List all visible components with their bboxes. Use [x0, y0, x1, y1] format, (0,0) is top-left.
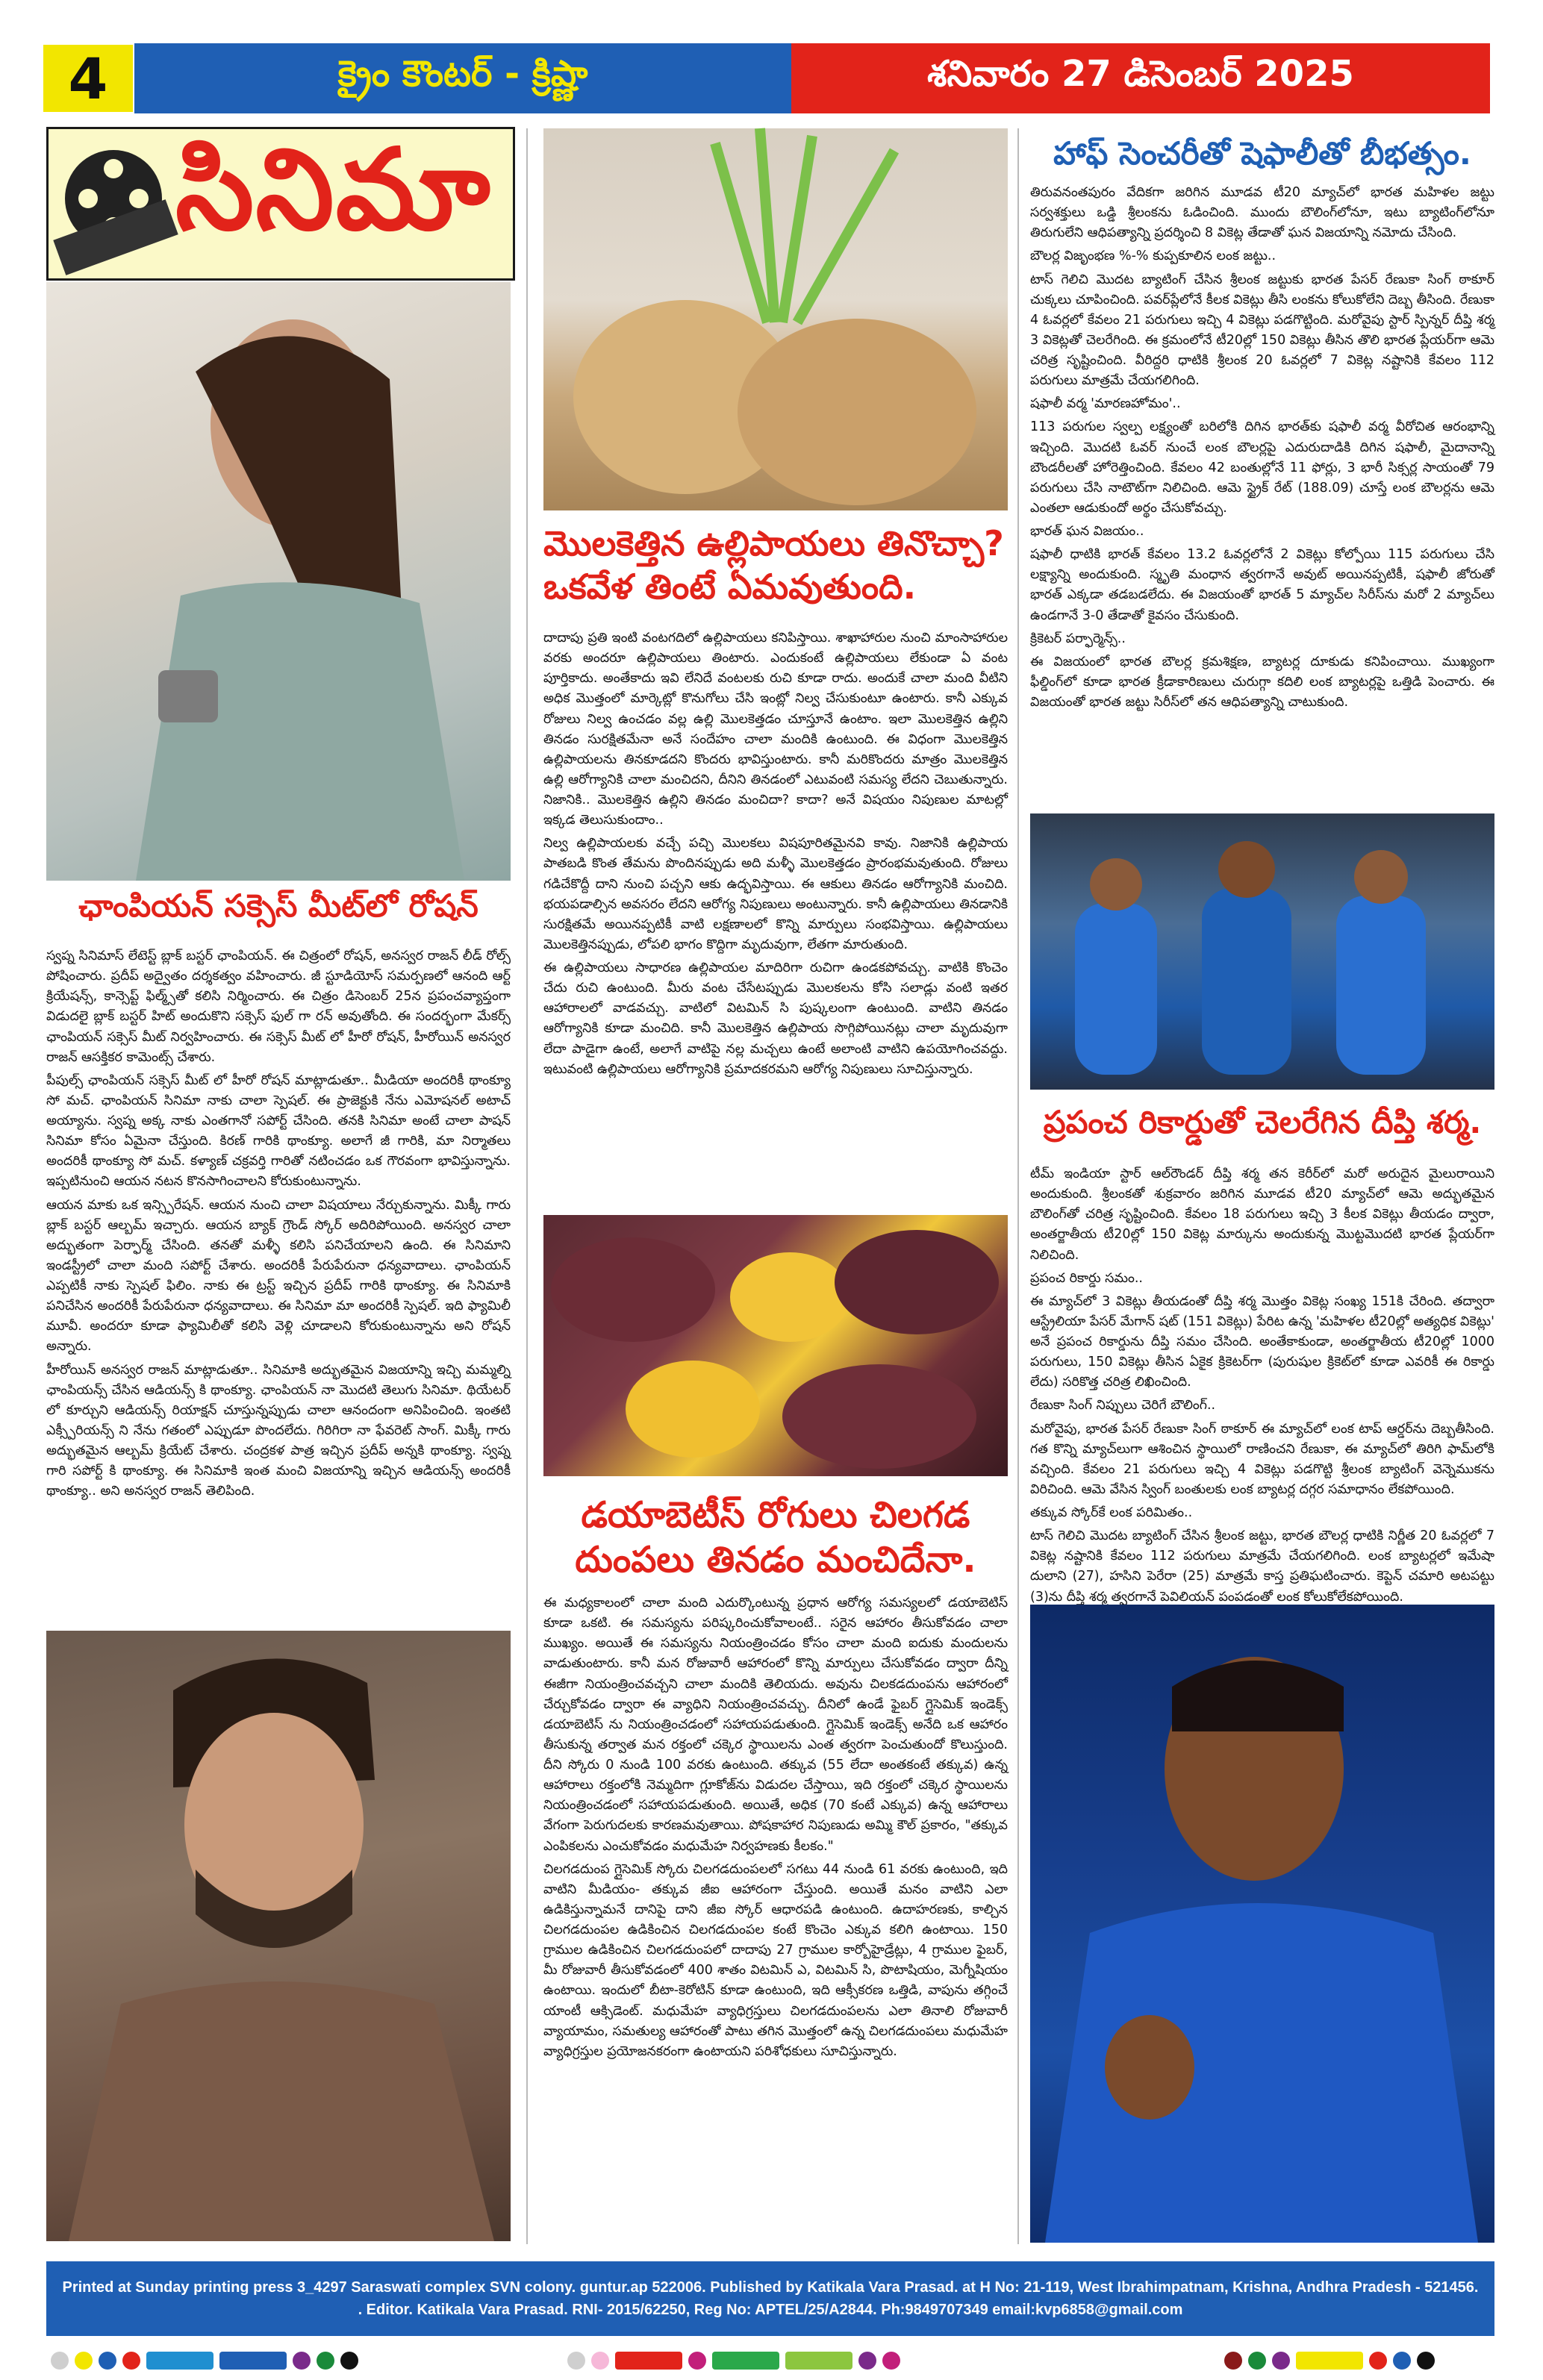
- publication-date: శనివారం 27 డిసెంబర్ 2025: [791, 43, 1490, 113]
- registration-marks-left: [51, 2351, 358, 2370]
- film-reel-icon: [56, 137, 168, 271]
- cricket-team-photo: [1030, 813, 1494, 1090]
- paragraph: టాస్ గెలిచి మొదట బ్యాటింగ్ చేసిన శ్రీలంక జట్టుకు భారత పేసర్ రేణుకా సింగ్ ఠాకూర్ చుక్కలు చూపించింది. పవర్‌ప్లేలోనే కీలక వికెట్లు తీసి లంకను కోలుకోలేని దెబ్బ తీసింది. రేణుకా 4 ఓవర్లలో కేవలం 21 పరుగులు ఇచ్చి 4 వికెట్లు పడగొట్టింది. మరోవైపు స్టార్ స్పిన్నర్ దీప్తి శర్మ 3 వికెట్లతో చెలరేగింది. ఈ క్రమంలోనే టీ20ల్లో 150 వికెట్లు తీసిన తొలి భారత ప్లేయర్‌గా ఆమె చరిత్ర సృష్టించింది. వీరిద్దరి ధాటికి శ్రీలంక 20 ఓవర్లలో 7 వికెట్ల నష్టానికి కేవలం 112 పరుగులు మాత్రమే చేయగలిగింది.: [1030, 272, 1494, 389]
- paragraph: నిల్వ ఉల్లిపాయలకు వచ్చే పచ్చి మొలకలు విషపూరితమైనవి కావు. నిజానికి ఉల్లిపాయ పాతబడి కొంత తేమను పొందినప్పుడు అది మళ్ళీ మొలకెత్తడం ప్రారంభమవుతుంది. రోజులు గడిచేకొద్దీ దాని నుంచి పచ్చని ఆకు ఉద్భవిస్తాయి. ఈ ఆకులు తినడం ఆరోగ్యానికి మంచిది. భయపడాల్సిన అవసరం లేదని ఆరోగ్య నిపుణులు అంటున్నారు. కానీ ఉల్లిపాయలు తినడానికి సురక్షితమే అయినప్పటికీ వాటి లక్షణాలలో కొన్ని మార్పులు సంభవిస్తాయి. ఉల్లిపాయలు మొలకెత్తినప్పుడు, లోపలి భాగం కొద్దిగా మృదువుగా, లేతగా మారుతుంది.: [543, 836, 1008, 952]
- paragraph: షఫాలీ వర్మ 'మారణహోమం'..: [1030, 396, 1181, 412]
- cricketer-photo: [1030, 1605, 1494, 2243]
- deepti-headline: ప్రపంచ రికార్డుతో చెలరేగిన దీప్తి శర్మ.: [1043, 1104, 1482, 1140]
- paragraph: తిరువనంతపురం వేదికగా జరిగిన మూడవ టీ20 మ్యాచ్‌లో భారత మహిళల జట్టు సర్వశక్తులు ఒడ్డి శ్రీలంకను ఓడించింది. ముందు బౌలింగ్‌లోనూ, ఇటు బ్యాటింగ్‌లోనూ తిరుగులేని ఆధిపత్యాన్ని ప్రదర్శించి 8 వికెట్ల తేడాతో ఘన విజయాన్ని నమోదు చేసింది.: [1030, 185, 1494, 241]
- paragraph: షఫాలీ ధాటికి భారత్ కేవలం 13.2 ఓవర్లలోనే 2 వికెట్లు కోల్పోయి 115 పరుగులు చేసి లక్ష్యాన్ని అందుకుంది. స్మృతి మంధాన త్వరగానే అవుట్ అయినప్పటికీ, షఫాలీ జోరుతో భారత్ ఎక్కడా తడబడలేదు. ఈ విజయంతో భారత్ 5 మ్యాచ్‌ల సిరీస్‌ను మరో 2 మ్యాచ్‌లు ఉండగానే 3-0 తేడాతో కైవసం చేసుకుంది.: [1030, 547, 1494, 623]
- footer-imprint: Printed at Sunday printing press 3_4297 Saraswati complex SVN colony. guntur.ap 522006. Published by Katikala Vara Prasad. at H No: 21-119, West Ibrahimpatnam, Krishna, Andhra Pradesh - 521456. . Editor. Katikala Vara Prasad. RNI- 2015/62250, Reg No: APTEL/25/A2844. Ph:9849707349 email:kvp6858@gmail.com: [46, 2261, 1494, 2336]
- column-divider: [526, 128, 528, 2244]
- paragraph: క్రికెటర్ పర్ఫార్మెన్స్..: [1030, 631, 1126, 646]
- paragraph: తక్కువ స్కోర్‌కే లంక పరిమితం..: [1030, 1505, 1193, 1520]
- diabetes-article-body: [543, 1593, 1008, 2243]
- cinema-section-logo: [46, 127, 515, 281]
- paragraph: బౌలర్ల విజృంభణ %-% కుప్పకూలిన లంక జట్టు..: [1030, 249, 1277, 264]
- paragraph: చిలగడదుంప గ్లైసెమిక్ స్కోరు చిలగడదుంపలలో సగటు 44 నుండి 61 వరకు ఉంటుంది, ఇది వాటిని మీడియం- తక్కువ జీఐ ఆహారంగా చేస్తుంది. అయితే మనం వాటిని ఎలా ఉడికిస్తున్నామనే దానిపై దాని జీఐ స్కోర్ ఆధారపడి ఉంటుంది. ఉదాహరణకు, కాల్చిన చిలగడదుంపల ఉడికించిన చిలగడదుంపల కంటే కొంచెం ఎక్కువ కలిగి ఉంటాయి. 150 గ్రాముల ఉడికించిన చిలగడదుంపలో దాదాపు 27 గ్రాముల కార్బోహైడ్రేట్లు, 4 గ్రాముల ఫైబర్, మీ రోజువారీ తీసుకోవడంలో 400 శాతం విటమిన్ ఎ, విటమిన్ సి, పొటాషియం, మెగ్నీషియం ఉంటాయి. ఇందులో బీటా-కెరోటిన్ కూడా ఉంటుంది, ఇది ఆక్సీకరణ ఒత్తిడి, వాపును తగ్గించే యాంటీ ఆక్సిడెంట్. మధుమేహ వ్యాధిగ్రస్తులు చిలగడదుంపలను ఎలా తినాలి రోజువారీ వ్యాయామం, సమతుల్య ఆహారంతో పాటు తగిన మొత్తంలో ఉన్న చిలగడదుంపలు మధుమేహ వ్యాధిగ్రస్తుల ప్రయోజనకరంగా ఉంటాయని పరిశోధకులు సూచిస్తున్నారు.: [543, 1861, 1008, 2059]
- registration-marks-right: [1224, 2351, 1435, 2370]
- onion-photo: [543, 128, 1008, 510]
- page-number: 4: [43, 45, 133, 112]
- cinema-article-body: [46, 946, 511, 1625]
- onion-article-body: [543, 628, 1008, 1211]
- column-divider: [1017, 128, 1019, 2244]
- registration-marks-center: [567, 2351, 900, 2370]
- shafali-article-body: [1030, 183, 1494, 806]
- paragraph: ప్రపంచ రికార్డు సమం..: [1030, 1270, 1143, 1286]
- paragraph: ఈ మ్యాచ్‌లో 3 వికెట్లు తీయడంతో దీప్తి శర్మ మొత్తం వికెట్ల సంఖ్య 151కి చేరింది. తద్వారా ఆస్ట్రేలియా పేసర్ మేగాన్ షట్ (151 వికెట్లు) పేరిట ఉన్న 'మహిళల టీ20ల్లో అత్యధిక వికెట్లు' అనే ప్రపంచ రికార్డును దీప్తి సమం చేసింది. అంతేకాకుండా, అంతర్జాతీయ టీ20ల్లో 1000 పరుగులు, 150 వికెట్లు తీసిన ఏకైక క్రికెటర్‌గా (పురుషుల క్రికెట్‌లో కూడా ఎవరికీ ఈ రికార్డు లేదు) సరికొత్త చరిత్ర లిఖించింది.: [1030, 1293, 1494, 1390]
- paragraph: మరోవైపు, భారత పేసర్ రేణుకా సింగ్ ఠాకూర్ ఈ మ్యాచ్‌లో లంక టాప్ ఆర్డర్‌ను దెబ్బతీసింది. గత కొన్ని మ్యాచ్‌లుగా ఆశించిన స్థాయిలో రాణించని రేణుకా, ఈ మ్యాచ్‌లో తిరిగి ఫామ్‌లోకి వచ్చింది. కేవలం 21 పరుగులు ఇచ్చి 4 వికెట్లు పడగొట్టి శ్రీలంక బ్యాటింగ్ వెన్నెముకను విరిచింది. ఆమె వేసిన స్వింగ్ బంతులకు లంక బ్యాటర్ల దగ్గర సమాధానం లేకపోయింది.: [1030, 1421, 1494, 1497]
- paragraph: భారత్ ఘన విజయం..: [1030, 524, 1144, 539]
- cinema-headline: ఛాంపియన్ సక్సెస్ మీట్‌లో రోషన్: [78, 887, 479, 924]
- shafali-headline: హాఫ్ సెంచరీతో షెఫాలీతో బీభత్సం.: [1053, 135, 1471, 172]
- paragraph: ఈ మధ్యకాలంలో చాలా మంది ఎదుర్కొంటున్న ప్రధాన ఆరోగ్య సమస్యలలో డయాబెటిస్ కూడా ఒకటి. ఈ సమస్యను పరిష్కరించుకోవాలంటే.. సరైన ఆహారం తీసుకోవడం చాలా ముఖ్యం. అయితే ఈ సమస్యను నియంత్రించడం కోసం చాలా మంది ఐదుకు మందులను వాడుతుంటారు. కానీ మన రోజువారీ ఆహారంలో కొన్ని మార్పులు చేసుకోవడం ద్వారా దీన్ని ఈజీగా నియంత్రించవచ్చని చాలా మందికి తెలియదు. అవును చిలకడదుంపను ఆహారంలో చేర్చుకోవడం ద్వారా ఈ వ్యాధిని నియంత్రించవచ్చు. దీనిలో ఉండే ఫైబర్ గ్లైసెమిక్ ఇండెక్స్ డయాబెటిస్ ను నియంత్రించడంలో సహాయపడుతుంది. గ్లైసెమిక్ ఇండెక్స్ అనేది ఒక ఆహారం తీసుకున్న తర్వాత మన రక్తంలో చక్కెర స్థాయిలను ఎంత త్వరగా పెంచుతుందో కొలుస్తుంది. దీని స్కోరు 0 నుండి 100 వరకు ఉంటుంది. తక్కువ (55 లేదా అంతకంటే తక్కువ) ఉన్న ఆహారాలు రక్తంలోకి నెమ్మదిగా గ్లూకోజ్‌ను విడుదల చేస్తాయి, ఇది రక్తంలో చక్కెర స్థాయిలను నియంత్రించడంలో సహాయపడుతుంది. అయితే, అధిక (70 కంటే ఎక్కువ) ఉన్న ఆహారాలు వేగంగా పెరుగుదలకు కారణమవుతాయి. పోషకాహార నిపుణుడు అమ్మి కౌల్ ప్రకారం, "తక్కువ ఎంపికలను ఎంచుకోవడం మధుమేహ నిర్వహణకు కీలకం.": [543, 1596, 1008, 1854]
- publication-name: క్రైం కౌంటర్ - క్రిష్ణా: [134, 43, 791, 113]
- cinema-logo-text: సినిమా: [175, 125, 492, 255]
- sweet-potato-photo: [543, 1215, 1008, 1476]
- paragraph: టాస్ గెలిచి మొదట బ్యాటింగ్ చేసిన శ్రీలంక జట్టు, భారత బౌలర్ల ధాటికి నిర్ణీత 20 ఓవర్లలో 7 వికెట్ల నష్టానికి కేవలం 112 పరుగులు మాత్రమే చేయగలిగింది. లంక బ్యాటర్లలో ఇమేషా దులాని (27), హసిని పెరేరా (25) మాత్రమే కాస్త ప్రతిఘటించారు. కెప్టెన్ చమారి అటపట్టు (3)ను దీప్తి శర్మ త్వరగానే పెవిలియన్ పంపడంతో లంక కోలుకోలేకపోయింది.: [1030, 1528, 1494, 1605]
- paragraph: టీమ్ ఇండియా స్టార్ ఆల్‌రౌండర్ దీప్తి శర్మ తన కెరీర్‌లో మరో అరుదైన మైలురాయిని అందుకుంది. శ్రీలంకతో శుక్రవారం జరిగిన మూడవ టీ20 మ్యాచ్‌లో ఆమె అద్భుతమైన బౌలింగ్‌తో చరిత్ర సృష్టించింది. కేవలం 18 పరుగులు ఇచ్చి 3 కీలక వికెట్లు తీయడం ద్వారా, అంతర్జాతీయ టీ20ల్లో 150 వికెట్ల మార్కును అందుకున్న మొట్టమొదటి భారత ప్లేయర్‌గా నిలిచింది.: [1030, 1166, 1494, 1263]
- paragraph: ఈ విజయంలో భారత బౌలర్ల క్రమశిక్షణ, బ్యాటర్ల దూకుడు కనిపించాయి. ముఖ్యంగా ఫీల్డింగ్‌లో కూడా భారత క్రీడాకారిణులు చురుగ్గా కదిలి లంక బ్యాటర్లపై ఒత్తిడి పెంచారు. ఈ విజయంతో భారత జట్టు సిరీస్‌లో తన ఆధిపత్యాన్ని చాటుకుంది.: [1030, 654, 1494, 710]
- paragraph: హీరోయిన్ అనస్వర రాజన్ మాట్లాడుతూ.. సినిమాకి అద్భుతమైన విజయాన్ని ఇచ్చి మమ్మల్ని ఛాంపియన్స్ చేసిన ఆడియన్స్ కి థాంక్యూ. ఛాంపియన్ నా మొదటి తెలుగు సినిమా. థియేటర్ లో కూర్చుని ఆడియన్స్ రియాక్షన్ చూస్తున్నప్పుడు చాలా ఆనందంగా అనిపించింది. ఇంతటి ఎక్స్పీరియన్స్ ని నేను గతంలో ఎప్పుడూ పొందలేదు. గిరిగిరా నా ఫేవరెట్ సాంగ్. మిక్కీ గారు అద్భుతమైన ఆల్బమ్ క్రియేట్ చేశారు. చంద్రకళ పాత్ర ఇచ్చిన ప్రదీప్ అన్నకి థాంక్యూ. స్వప్న గారి సపోర్ట్ కి థాంక్యూ. ఈ సినిమాకి ఇంత మంచి విజయాన్ని ఇచ్చిన ఆడియన్స్ అందరికీ థాంక్యూ.. అని అనస్వర రాజన్ తెలిపింది.: [46, 1362, 511, 1499]
- actress-photo: [46, 282, 511, 881]
- deepti-article-body: [1030, 1164, 1494, 1605]
- diabetes-headline: డయాబెటీస్ రోగులు చిలగడ దుంపలు తినడం మంచిదేనా.: [575, 1494, 976, 1581]
- actor-photo: [46, 1631, 511, 2241]
- paragraph: పీపుల్స్ ఛాంపియన్ సక్సెస్ మీట్ లో హీరో రోషన్ మాట్లాడుతూ.. మీడియా అందరికీ థాంక్యూ సో మచ్. ఛాంపియన్ సినిమా నాకు చాలా స్పెషల్. ఈ ప్రాజెక్టుకి నేను ఎమోషనల్ అటాచ్ అయ్యాను. స్వప్న అక్క నాకు ఎంతగానో సపోర్ట్ చేసింది. తనకి సినిమా అంటే చాలా పాషన్ సినిమా కోసం ఏమైనా చేస్తుంది. కిరణ్ గారికి థాంక్యూ. అలాగే జీ గారికి, మా నిర్మాతలు అందరికీ థాంక్యూ సో మచ్. కళ్యాణ్ చక్రవర్తి గారితో నటించడం ఒక గౌరవంగా భావిస్తున్నాను. ఇప్పటినుంచి ఆయన నటన కొనసాగించాలని కోరుకుంటున్నాను.: [46, 1072, 511, 1190]
- paragraph: దాదాపు ప్రతి ఇంటి వంటగదిలో ఉల్లిపాయలు కనిపిస్తాయి. శాఖాహారుల నుంచి మాంసాహారుల వరకు అందరూ ఉల్లిపాయలు తింటారు. ఎందుకంటే ఉల్లిపాయలు లేకుండా ఏ వంట పూర్తికాదు. అంతేకాదు ఇవి లేనిదే వంటలకు రుచి కూడా రాదు. అందుకే చాలా మంది వీటిని అధిక మొత్తంలో మార్కెట్లో కొనుగోలు చేసి ఇంట్లో నిల్వ చేసుకుంటూ ఉంటారు. కానీ ఎక్కువ రోజులు నిల్వ ఉంచడం వల్ల ఉల్లి మొలకెత్తడం చూస్తూనే ఉంటాం. ఇలా మొలకెత్తిన ఉల్లిని తినడం సురక్షితమేనా అనే సందేహం చాలా మందికి ఉంటుంది. ఈ విధంగా మొలకెత్తిన ఉల్లిపాయలను తినకూడదని కొందరు భావిస్తుంటారు. కానీ మరికొందరు మాత్రం మొలకెత్తిన ఉల్లి ఆరోగ్యానికి చాలా మంచిదని, దీనిని తినడంలో ఎటువంటి సమస్య లేదని చెబుతున్నారు. నిజానికి.. మొలకెత్తిన ఉల్లిని తినడం మంచిదా? కాదా? అనే విషయం నిపుణుల మాటల్లో ఇక్కడ తెలుసుకుందాం..: [543, 631, 1008, 828]
- paragraph: ఈ ఉల్లిపాయలు సాధారణ ఉల్లిపాయల మాదిరిగా రుచిగా ఉండకపోవచ్చు. వాటికి కొంచెం చేదు రుచి ఉంటుంది. మీరు వంట చేసేటప్పుడు మొలకలను కోసి సలాడ్లు వంటి ఇతర ఆహారాలలో వాడవచ్చు. వాటిలో విటమిన్ సి పుష్కలంగా ఉంటుంది. వాటిని తినడం ఆరోగ్యానికి కూడా మంచిది. కానీ మొలకెత్తిన ఉల్లిపాయ సొగ్గిపోయినట్లు చాలా మృదువుగా లేదా పాడైగా ఉంటే, అలాగే వాటిపై నల్ల మచ్చలు ఉంటే అలాంటి వాటిని ఉపయోగించవద్దు. ఇటువంటి ఉల్లిపాయలు ఆరోగ్యానికి ప్రమాదకరమని ఆరోగ్య నిపుణులు సూచిస్తున్నారు.: [543, 961, 1008, 1077]
- paragraph: 113 పరుగుల స్వల్ప లక్ష్యంతో బరిలోకి దిగిన భారత్‌కు షఫాలీ వర్మ వీరోచిత ఆరంభాన్ని ఇచ్చింది. మొదటి ఓవర్ నుంచే లంక బౌలర్లపై ఎదురుదాడికి దిగిన షఫాలీ, మైదానాన్ని బౌండరీలతో హోరెత్తించింది. కేవలం 42 బంతుల్లోనే 11 ఫోర్లు, 3 భారీ సిక్సర్ల సాయంతో 79 పరుగులు చేసి నాటౌట్‌గా నిలిచింది. ఆమె స్ట్రైక్ రేట్ (188.09) చూస్తే లంక బౌలర్లను ఆమె ఎంతలా ఆడుకుందో అర్థం చేసుకోవచ్చు.: [1030, 419, 1494, 516]
- paragraph: ఆయన మాకు ఒక ఇన్స్పిరేషన్. ఆయన నుంచి చాలా విషయాలు నేర్చుకున్నాను. మిక్కీ గారు బ్లాక్ బస్టర్ ఆల్బమ్ ఇచ్చారు. ఆయన బ్యాక్ గ్రౌండ్ స్కోర్ అదిరిపోయింది. అనస్వర చాలా అద్భుతంగా పెర్ఫార్మ్ చేసింది. తనతో మళ్ళీ కలిసి పనిచేయాలని ఉంది. ఈ సినిమాని ఇండస్ట్రీలో చాలా మంది సపోర్ట్ చేశారు. అందరికీ పేరుపేరునా ధన్యవాదాలు. ఛాంపియన్ ఎప్పటికీ నాకు స్పెషల్ ఫిలిం. నాకు ఈ ట్రస్ట్ ఇచ్చిన ప్రదీప్ గారికి థాంక్యూ. ఈ సినిమాకి పనిచేసిన అందరికీ పేరుపేరునా ధన్యవాదాలు. ఈ సినిమా మా అందరికీ స్పెషల్. ఇది ఫ్యామిలీ మూవీ. అందరూ కూడా ఫ్యామిలీతో కలిసి వెళ్లి చూడాలని కోరుకుంటున్నాను అని రోషన్ అన్నారు.: [46, 1197, 511, 1355]
- paragraph: స్వప్న సినిమాస్ లేటెస్ట్ బ్లాక్ బస్టర్ ఛాంపియన్. ఈ చిత్రంలో రోషన్, అనస్వర రాజన్ లీడ్ రోల్స్ పోషించారు. ప్రదీప్ అద్వైతం దర్శకత్వం వహించారు. జీ స్టూడియోస్ సమర్పణలో ఆనంది ఆర్ట్ క్రియేషన్స్, కాన్సెప్ట్ ఫిల్మ్స్‌తో కలిసి నిర్మించారు. ఈ చిత్రం డిసెంబర్ 25న ప్రపంచవ్యాప్తంగా విడుదలై బ్లాక్ బస్టర్ హిట్ అందుకొని సక్సెస్ ఫుల్ గా రన్ అవుతోంది. ఈ సందర్భంగా మేకర్స్ ఛాంపియన్ సక్సెస్ మీట్ నిర్వహించారు. ఈ సక్సెస్ మీట్ లో హీరో రోషన్, హీరోయిన్ అనస్వర రాజన్ ఆసక్తికర కామెంట్స్ చేశారు.: [46, 949, 511, 1065]
- paragraph: రేణుకా సింగ్ నిప్పులు చెరిగే బౌలింగ్..: [1030, 1398, 1216, 1414]
- onion-headline: మొలకెత్తిన ఉల్లిపాయలు తినొచ్చా? ఒకవేళ తింటే ఏమవుతుంది.: [543, 523, 1004, 607]
